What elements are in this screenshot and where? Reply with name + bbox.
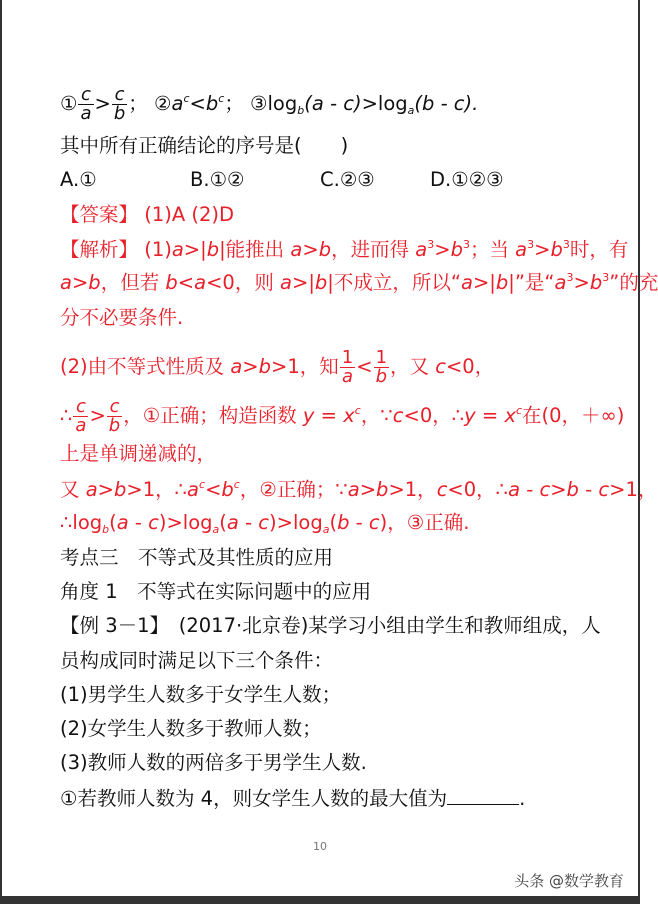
page-number: 10 (313, 840, 327, 853)
condition-1: (1)男学生人数多于女学生人数； (60, 683, 342, 706)
subsection-heading: 角度 1 不等式在实际问题中的应用 (60, 580, 372, 603)
answer-line (60, 202, 600, 228)
analysis-line: 分不必要条件. (60, 306, 184, 329)
condition-2: (2)女学生人数多于教师人数； (60, 717, 322, 740)
fraction: $\frac{c}{a}$ (75, 396, 87, 436)
answer-tag: 【答案】 (60, 203, 139, 226)
analysis-tag: 【解析】 (60, 238, 139, 261)
fraction: $\frac{1}{a}$ (341, 347, 354, 387)
analysis-line: ∴ $\frac{c}{a}$ > $\frac{c}{b}$ ，①正确；构造函数 $y = x^c$，∵c<0，∴y = $x^c$在(0，＋∞) (60, 396, 625, 436)
answer-options (60, 167, 600, 193)
example-line: 【例 3－1】 (2017·北京卷)某学习小组由学生和教师组成，人 (60, 614, 601, 637)
answer-blank (447, 786, 519, 805)
analysis-line: a>b，但若 b<a<0，则 a>|b|不成立，所以“a>|b|”是“$a^3>b^3$”的充 (60, 271, 658, 294)
fraction: $\frac{c}{b}$ (108, 396, 121, 436)
condition-3: (3)教师人数的两倍多于男学生人数. (60, 751, 367, 774)
analysis-line: (2)由不等式性质及 a>b>1，知 $\frac{1}{a}$ < $\frac{1}{b}$ ，又 c<0， (60, 347, 495, 387)
circled-number-2: ② (154, 92, 172, 115)
section-heading: 考点三 不等式及其性质的应用 (60, 546, 334, 569)
fraction: $\frac{c}{b}$ (113, 84, 126, 124)
answer-text: (1)A (2)D (138, 203, 235, 226)
fraction: $\frac{c}{a}$ (80, 84, 92, 124)
analysis-line: 又 a>b>1，$\therefore a^c<b^c$，②正确；∵a>b>1，c<0，∴a - c>b - c>1， (60, 478, 658, 501)
circled-number-1: ① (60, 92, 78, 115)
option-d: D.①②③ (430, 168, 504, 191)
analysis-line: 【解析】 (1)a>|b|能推出 a>b，进而得 $a^3>b^3$；当 $a^3>b^3$时，有 (60, 238, 629, 261)
example-line: 员构成同时满足以下三个条件： (60, 649, 334, 672)
analysis-line: $\therefore\log_b(a - c)>\log_a(a - c)>\log_a(b - c)$，③正确. (60, 511, 470, 536)
sub-question: ①若教师人数为 4，则女学生人数的最大值为 . (60, 787, 526, 810)
watermark: 头条 @数学教育 (514, 872, 624, 890)
option-b: B.①② (190, 168, 245, 191)
statement-line: ① $\frac{c}{a}$ > $\frac{c}{b}$ ； $②a^c<b^c$； $③\log_b(a - c)>\log_a(b - c)$. (60, 84, 479, 124)
fraction: $\frac{1}{b}$ (375, 347, 388, 387)
circled-number-3: ③ (250, 92, 268, 115)
option-a: A.① (60, 168, 97, 191)
analysis-line: 上是单调递减的， (60, 442, 217, 465)
option-c: C.②③ (320, 168, 375, 191)
question-prompt: 其中所有正确结论的序号是( ) (60, 134, 349, 157)
